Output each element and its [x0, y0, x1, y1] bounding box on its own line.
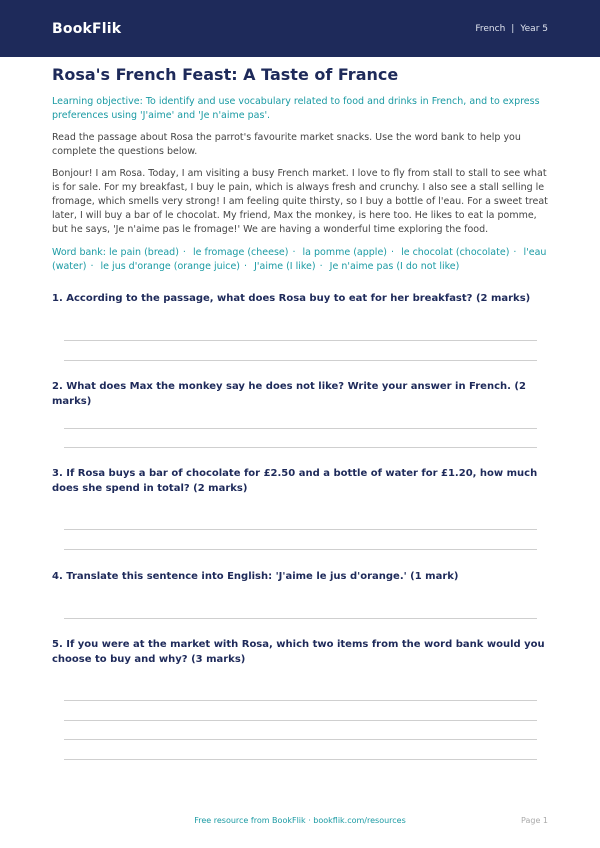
footer-credit: Free resource from BookFlik · bookflik.com/resources: [194, 816, 406, 825]
answer-line[interactable]: [64, 428, 537, 429]
answer-line[interactable]: [64, 360, 537, 361]
word-bank-item: le chocolat (chocolate): [401, 247, 510, 258]
instructions: Read the passage about Rosa the parrot's favourite market snacks. Use the word bank to help you complete the questions below.: [52, 132, 521, 157]
page-footer: [0, 816, 600, 830]
page-title: Rosa's French Feast: A Taste of France: [52, 65, 399, 84]
question-1: 1. According to the passage, what does Rosa buy to eat for her breakfast? (2 marks): [52, 293, 531, 304]
answer-line[interactable]: [64, 549, 537, 550]
answer-line[interactable]: [64, 739, 537, 740]
word-bank-item: l'eau (water): [52, 247, 547, 272]
brand-logo: BookFlik: [52, 20, 122, 37]
answer-line[interactable]: [64, 759, 537, 760]
page-header: [0, 0, 600, 57]
question-3: 3. If Rosa buys a bar of chocolate for £2.50 and a bottle of water for £1.20, how much does she spend in total? (2 marks): [52, 468, 538, 494]
answer-line[interactable]: [64, 720, 537, 721]
question-4: 4. Translate this sentence into English: 'J'aime le jus d'orange.' (1 mark): [52, 571, 459, 582]
word-bank-item: J'aime (I like): [254, 261, 316, 272]
word-bank-item: le jus d'orange (orange juice): [100, 261, 241, 272]
question-2: 2. What does Max the monkey say he does not like? Write your answer in French. (2 marks): [52, 381, 526, 407]
answer-line[interactable]: [64, 340, 537, 341]
page-number: Page 1: [521, 816, 548, 825]
meta-separator: |: [511, 23, 515, 34]
subject-year: [475, 24, 548, 34]
worksheet-body: [52, 64, 548, 274]
reading-passage: Bonjour! I am Rosa. Today, I am visiting a busy French market. I love to fly from stall to stall to see what is for sale. For my breakfast, I buy le pain, which is always fresh and crunchy. I also see a stall selling le fromage, which smells very strong! I am feeling quite thirsty, so I buy a bottle of l'eau. For a sweet treat later, I will buy a bar of le chocolat. My friend, Max the monkey, is here too. He likes to eat la pomme, but he says, 'Je n'aime pas le fromage!' We are having a wonderful time exploring the food.: [52, 168, 548, 235]
word-bank-item: le pain (bread): [109, 247, 179, 258]
learning-objective: Learning objective: To identify and use vocabulary related to food and drinks in French, and to express preferences using 'J'aime' and 'Je n'aime pas'.: [52, 96, 540, 121]
word-bank-item: la pomme (apple): [302, 247, 387, 258]
word-bank-item: Je n'aime pas (I do not like): [329, 261, 460, 272]
answer-line[interactable]: [64, 618, 537, 619]
answer-line[interactable]: [64, 529, 537, 530]
word-bank: Word bank: le pain (bread) · le fromage (cheese) · la pomme (apple) · le chocolat (chocolate) · l'eau (water) · le jus d'orange (orange juice) · J'aime (I like) · Je n'aime pas (I do not like): [52, 247, 547, 272]
answer-line[interactable]: [64, 447, 537, 448]
subject-label: French: [475, 23, 506, 34]
word-bank-prefix: Word bank:: [52, 247, 107, 258]
answer-line[interactable]: [64, 700, 537, 701]
word-bank-item: le fromage (cheese): [192, 247, 289, 258]
question-5: 5. If you were at the market with Rosa, which two items from the word bank would you choose to buy and why? (3 marks): [52, 639, 545, 665]
year-label: Year 5: [520, 23, 548, 34]
